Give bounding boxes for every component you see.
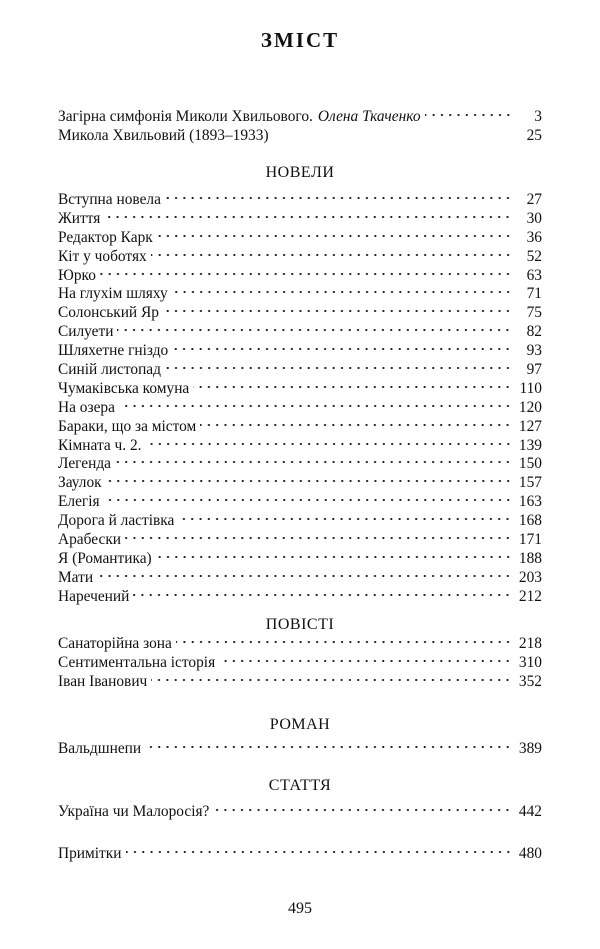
dot-leader xyxy=(172,289,512,295)
toc-entry-title: Силуети xyxy=(58,323,114,341)
toc-entry xyxy=(58,550,542,569)
toc-entry-title: Вступна новела xyxy=(58,191,161,208)
toc-entry-page: 480 xyxy=(518,845,542,862)
toc-entry-author: Олена Ткаченко xyxy=(317,108,421,125)
toc-entry-title: Арабески xyxy=(58,531,122,549)
toc-entry xyxy=(58,127,542,146)
toc-entry xyxy=(58,342,542,361)
dot-leader xyxy=(97,573,512,579)
toc-entry-title: Наречений xyxy=(58,587,130,605)
section-heading-articles: СТАТТЯ xyxy=(268,777,332,794)
toc-entry-title: Україна чи Малоросія? xyxy=(58,803,210,820)
toc-entry xyxy=(58,191,542,210)
toc-novel-list xyxy=(58,740,542,759)
dot-leader xyxy=(100,271,512,277)
toc-entry-page: 27 xyxy=(526,191,542,208)
toc-entry-page: 93 xyxy=(526,342,542,360)
toc-entry-title: Елегія xyxy=(58,493,100,511)
toc-entry-title: На глухім шляху xyxy=(58,285,168,303)
dot-leader xyxy=(163,308,512,314)
toc-entry-title: На озера xyxy=(58,398,115,416)
toc-entry-title: Синій листопад xyxy=(58,361,161,379)
dot-leader xyxy=(133,592,512,598)
dot-leader xyxy=(119,403,512,409)
page-title: ЗМІСТ xyxy=(260,28,340,52)
toc-entry-page: 3 xyxy=(534,108,542,125)
toc-entry-page: 171 xyxy=(518,531,542,549)
toc-entry-title: Примітки xyxy=(58,845,122,862)
dot-leader xyxy=(104,214,512,220)
toc-entry-page: 71 xyxy=(526,285,542,303)
section-heading-novellas: ПОВІСТІ xyxy=(265,616,335,633)
toc-notes-list xyxy=(58,845,542,864)
toc-entry xyxy=(58,512,542,531)
toc-entry xyxy=(58,108,542,127)
toc-entry-page: 52 xyxy=(526,247,542,265)
toc-entry xyxy=(58,673,542,692)
toc-entry-page: 310 xyxy=(518,653,542,671)
dot-leader xyxy=(156,554,512,560)
toc-entry xyxy=(58,323,542,342)
dot-leader xyxy=(115,459,512,465)
toc-entry-title: Кіт у чоботях xyxy=(58,247,147,265)
toc-entry xyxy=(58,474,542,493)
toc-entry xyxy=(58,569,542,588)
toc-entry xyxy=(58,229,542,248)
toc-entry-title: Легенда xyxy=(58,455,112,473)
toc-novellas-list xyxy=(58,635,542,692)
toc-entry-title: Іван Іванович xyxy=(58,672,148,690)
toc-entry-title: Солонський Яр xyxy=(58,304,159,322)
dot-leader xyxy=(157,233,512,239)
toc-entry xyxy=(58,740,542,759)
toc-entry xyxy=(58,588,542,607)
toc-entry-title: Сентиментальна історія xyxy=(58,653,216,671)
toc-entry-title: Шляхетне гніздо xyxy=(58,342,169,360)
toc-entry-page: 120 xyxy=(518,398,542,416)
dot-leader xyxy=(126,849,512,855)
toc-entry-page: 30 xyxy=(526,209,542,227)
toc-entry-title: Я (Романтика) xyxy=(58,549,152,567)
toc-entry xyxy=(58,455,542,474)
toc-entry-page: 97 xyxy=(526,361,542,379)
dot-leader xyxy=(172,346,512,352)
toc-entry-title: Дорога й ластівка xyxy=(58,512,175,530)
dot-leader xyxy=(165,195,512,201)
dot-leader xyxy=(106,478,512,484)
toc-entry xyxy=(58,635,542,654)
toc-entry xyxy=(58,304,542,323)
toc-entry-page: 127 xyxy=(518,417,542,435)
toc-entry-title: Мати xyxy=(58,568,94,586)
dot-leader xyxy=(425,112,512,118)
toc-entry-page: 163 xyxy=(518,493,542,511)
section-heading-novels: НОВЕЛИ xyxy=(265,164,335,181)
toc-entry-page: 82 xyxy=(526,323,542,341)
toc-entry-page: 442 xyxy=(518,803,542,820)
toc-entry xyxy=(58,267,542,286)
dot-leader xyxy=(104,497,512,503)
toc-entry xyxy=(58,493,542,512)
toc-entry-page: 389 xyxy=(518,740,542,757)
toc-novels-list xyxy=(58,191,542,607)
toc-entry-title: Заулок xyxy=(58,474,102,492)
toc-entry-title: Бараки, що за містом xyxy=(58,417,197,435)
dot-leader xyxy=(151,252,512,258)
dot-leader xyxy=(117,327,512,333)
toc-entry-title: Життя xyxy=(58,209,101,227)
toc-entry xyxy=(58,380,542,399)
dot-leader xyxy=(145,744,512,750)
page-number: 495 xyxy=(288,900,312,917)
dot-leader xyxy=(178,516,512,522)
toc-articles-list xyxy=(58,803,542,822)
toc-entry xyxy=(58,399,542,418)
toc-entry-page: 150 xyxy=(518,455,542,473)
dot-leader xyxy=(146,441,512,447)
toc-entry-page: 36 xyxy=(526,228,542,246)
toc-entry-page: 168 xyxy=(518,512,542,530)
toc-entry-page: 75 xyxy=(526,304,542,322)
toc-entry-title: Санаторійна зона xyxy=(58,635,172,652)
toc-entry-page: 110 xyxy=(519,379,542,397)
toc-entry-page: 188 xyxy=(518,549,542,567)
toc-entry-page: 157 xyxy=(518,474,542,492)
toc-entry-title: Редактор Карк xyxy=(58,228,153,246)
toc-entry-title: Микола Хвильовий (1893–1933) xyxy=(58,126,269,144)
toc-entry xyxy=(58,437,542,456)
toc-entry xyxy=(58,210,542,229)
toc-entry-page: 63 xyxy=(526,266,542,284)
dot-leader xyxy=(193,384,512,390)
toc-entry-title: Загірна симфонія Миколи Хвильового. Олена Ткаченко xyxy=(58,108,421,125)
dot-leader xyxy=(219,658,512,664)
toc-entry-page: 212 xyxy=(518,587,542,605)
dot-leader xyxy=(200,422,512,428)
toc-entry xyxy=(58,361,542,380)
toc-entry-title: Чумаківська комуна xyxy=(58,379,190,397)
toc-entry xyxy=(58,418,542,437)
toc-entry xyxy=(58,248,542,267)
toc-entry-page: 139 xyxy=(518,436,542,454)
toc-entry xyxy=(58,803,542,822)
toc-entry-title: Юрко xyxy=(58,266,96,284)
dot-leader xyxy=(151,677,512,683)
toc-entry-title: Вальдшнепи xyxy=(58,740,142,757)
toc-entry-title: Кімната ч. 2. xyxy=(58,436,142,454)
toc-entry xyxy=(58,531,542,550)
toc-entry-page: 25 xyxy=(526,126,542,144)
toc-entry xyxy=(58,654,542,673)
dot-leader xyxy=(213,807,512,813)
dot-leader xyxy=(125,535,512,541)
dot-leader xyxy=(165,365,512,371)
toc-intro-list xyxy=(58,108,542,146)
toc-entry-page: 203 xyxy=(518,568,542,586)
toc-entry xyxy=(58,285,542,304)
toc-entry-page: 218 xyxy=(518,635,542,652)
dot-leader xyxy=(176,639,512,645)
toc-entry-page: 352 xyxy=(518,672,542,690)
toc-entry xyxy=(58,845,542,864)
section-heading-novel: РОМАН xyxy=(269,716,331,733)
